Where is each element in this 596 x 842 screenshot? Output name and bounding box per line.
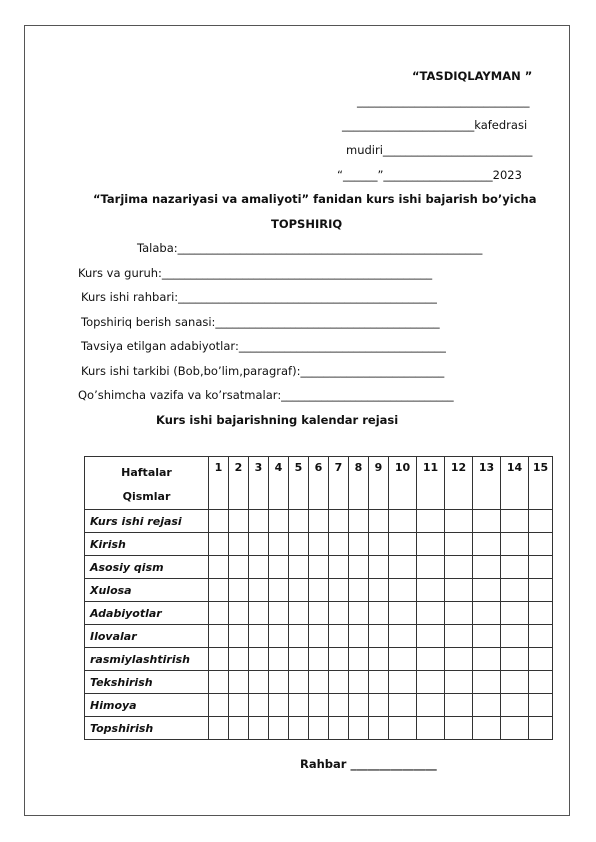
field-supervisor: Kurs ishi rahbari:_____________________________________________	[81, 290, 437, 304]
calendar-row-label: Asosiy qism	[85, 556, 209, 579]
calendar-cell	[417, 717, 445, 740]
calendar-cell	[473, 602, 501, 625]
calendar-cell	[369, 533, 389, 556]
calendar-cell	[529, 510, 553, 533]
calendar-cell	[369, 648, 389, 671]
calendar-cell	[229, 579, 249, 602]
calendar-cell	[473, 556, 501, 579]
calendar-row	[85, 648, 553, 671]
calendar-cell	[269, 694, 289, 717]
week-header: 1	[209, 457, 229, 510]
header-weeks-label: Haftalar	[121, 466, 172, 479]
field-issue-date: Topshiriq berish sanasi:_______________________________________	[81, 315, 440, 329]
calendar-cell	[249, 694, 269, 717]
calendar-cell	[349, 625, 369, 648]
approval-line-1: ______________________________	[357, 94, 530, 108]
calendar-cell	[349, 717, 369, 740]
calendar-cell	[289, 671, 309, 694]
calendar-cell	[369, 671, 389, 694]
calendar-cell	[289, 510, 309, 533]
calendar-table	[84, 456, 553, 740]
calendar-row-label: Kurs ishi rejasi	[85, 510, 209, 533]
calendar-cell	[329, 694, 349, 717]
calendar-cell	[417, 625, 445, 648]
calendar-cell	[289, 717, 309, 740]
calendar-row	[85, 717, 553, 740]
calendar-row	[85, 625, 553, 648]
calendar-cell	[249, 671, 269, 694]
calendar-cell	[209, 694, 229, 717]
calendar-cell	[329, 625, 349, 648]
calendar-cell	[501, 717, 529, 740]
calendar-cell	[229, 648, 249, 671]
calendar-row	[85, 602, 553, 625]
calendar-cell	[229, 602, 249, 625]
calendar-cell	[501, 602, 529, 625]
calendar-cell	[389, 648, 417, 671]
calendar-row	[85, 579, 553, 602]
calendar-cell	[473, 510, 501, 533]
week-header: 13	[473, 457, 501, 510]
calendar-cell	[445, 717, 473, 740]
calendar-cell	[329, 717, 349, 740]
calendar-cell	[209, 556, 229, 579]
calendar-cell	[349, 648, 369, 671]
calendar-cell	[349, 533, 369, 556]
calendar-cell	[369, 556, 389, 579]
calendar-cell	[501, 694, 529, 717]
calendar-cell	[329, 533, 349, 556]
calendar-cell	[209, 533, 229, 556]
calendar-cell	[289, 579, 309, 602]
calendar-cell	[309, 717, 329, 740]
calendar-cell	[289, 694, 309, 717]
calendar-cell	[249, 625, 269, 648]
calendar-row	[85, 556, 553, 579]
calendar-cell	[289, 625, 309, 648]
calendar-cell	[229, 533, 249, 556]
calendar-row	[85, 533, 553, 556]
calendar-cell	[445, 533, 473, 556]
calendar-cell	[289, 533, 309, 556]
calendar-cell	[445, 625, 473, 648]
calendar-cell	[529, 717, 553, 740]
calendar-cell	[501, 579, 529, 602]
calendar-row-label: Topshirish	[85, 717, 209, 740]
calendar-cell	[473, 533, 501, 556]
calendar-cell	[249, 648, 269, 671]
calendar-cell	[529, 671, 553, 694]
week-header: 3	[249, 457, 269, 510]
calendar-cell	[229, 717, 249, 740]
calendar-cell	[329, 602, 349, 625]
calendar-cell	[309, 625, 329, 648]
week-header: 9	[369, 457, 389, 510]
calendar-cell	[417, 648, 445, 671]
calendar-header-row	[85, 457, 553, 510]
calendar-cell	[349, 556, 369, 579]
calendar-cell	[309, 671, 329, 694]
calendar-cell	[417, 510, 445, 533]
calendar-row-label: Kirish	[85, 533, 209, 556]
calendar-cell	[209, 648, 229, 671]
calendar-cell	[529, 556, 553, 579]
calendar-cell	[369, 717, 389, 740]
week-header: 5	[289, 457, 309, 510]
calendar-cell	[209, 602, 229, 625]
subject-heading: “Tarjima nazariyasi va amaliyoti” fanidan kurs ishi bajarish bo’yicha	[93, 192, 537, 206]
field-course-group: Kurs va guruh:_______________________________________________	[78, 266, 433, 280]
calendar-cell	[501, 671, 529, 694]
calendar-cell	[309, 556, 329, 579]
calendar-row-label: Tekshirish	[85, 671, 209, 694]
calendar-cell	[349, 671, 369, 694]
calendar-cell	[389, 671, 417, 694]
calendar-row-label: Adabiyotlar	[85, 602, 209, 625]
calendar-cell	[249, 579, 269, 602]
calendar-cell	[269, 671, 289, 694]
calendar-cell	[389, 694, 417, 717]
calendar-cell	[229, 694, 249, 717]
calendar-cell	[473, 671, 501, 694]
calendar-cell	[473, 694, 501, 717]
header-corner-cell	[85, 457, 209, 510]
week-header: 15	[529, 457, 553, 510]
calendar-cell	[473, 625, 501, 648]
calendar-cell	[473, 648, 501, 671]
week-header: 10	[389, 457, 417, 510]
calendar-cell	[417, 533, 445, 556]
calendar-cell	[369, 510, 389, 533]
calendar-cell	[309, 510, 329, 533]
calendar-cell	[229, 510, 249, 533]
calendar-cell	[529, 579, 553, 602]
week-header: 6	[309, 457, 329, 510]
week-header: 2	[229, 457, 249, 510]
calendar-cell	[349, 510, 369, 533]
calendar-cell	[417, 671, 445, 694]
calendar-cell	[369, 625, 389, 648]
calendar-cell	[229, 671, 249, 694]
calendar-cell	[445, 579, 473, 602]
calendar-cell	[417, 694, 445, 717]
week-header: 7	[329, 457, 349, 510]
calendar-cell	[369, 694, 389, 717]
calendar-cell	[501, 556, 529, 579]
calendar-cell	[473, 579, 501, 602]
calendar-row-label: Ilovalar	[85, 625, 209, 648]
calendar-cell	[389, 510, 417, 533]
calendar-cell	[229, 625, 249, 648]
week-header: 14	[501, 457, 529, 510]
calendar-cell	[389, 717, 417, 740]
calendar-cell	[529, 694, 553, 717]
field-student: Talaba:_____________________________________________________	[137, 241, 483, 255]
calendar-cell	[473, 717, 501, 740]
calendar-cell	[249, 510, 269, 533]
calendar-cell	[501, 533, 529, 556]
calendar-cell	[417, 602, 445, 625]
calendar-cell	[445, 510, 473, 533]
calendar-cell	[209, 671, 229, 694]
calendar-cell	[269, 602, 289, 625]
calendar-cell	[209, 625, 229, 648]
calendar-cell	[289, 556, 309, 579]
calendar-cell	[349, 602, 369, 625]
calendar-cell	[269, 625, 289, 648]
calendar-cell	[249, 717, 269, 740]
calendar-cell	[309, 602, 329, 625]
calendar-cell	[529, 602, 553, 625]
calendar-cell	[229, 556, 249, 579]
calendar-cell	[389, 533, 417, 556]
calendar-cell	[329, 648, 349, 671]
calendar-cell	[329, 556, 349, 579]
approval-date-line: “______”___________________2023	[337, 168, 522, 182]
approval-department-line: _______________________kafedrasi	[342, 118, 528, 132]
calendar-cell	[445, 694, 473, 717]
calendar-cell	[501, 648, 529, 671]
calendar-row	[85, 510, 553, 533]
calendar-row	[85, 671, 553, 694]
calendar-cell	[389, 602, 417, 625]
calendar-cell	[445, 602, 473, 625]
week-header: 4	[269, 457, 289, 510]
calendar-cell	[289, 648, 309, 671]
week-header: 8	[349, 457, 369, 510]
calendar-cell	[389, 579, 417, 602]
calendar-cell	[389, 625, 417, 648]
calendar-cell	[349, 579, 369, 602]
calendar-row-label: Himoya	[85, 694, 209, 717]
supervisor-signature-line: Rahbar _______________	[300, 757, 437, 771]
calendar-cell	[529, 533, 553, 556]
calendar-row-label: rasmiylashtirish	[85, 648, 209, 671]
header-parts-label: Qismlar	[122, 490, 171, 503]
document-title: TOPSHIRIQ	[271, 217, 343, 231]
calendar-cell	[249, 556, 269, 579]
calendar-cell	[529, 648, 553, 671]
calendar-cell	[289, 602, 309, 625]
calendar-cell	[249, 533, 269, 556]
calendar-cell	[269, 510, 289, 533]
calendar-title: Kurs ishi bajarishning kalendar rejasi	[156, 413, 399, 427]
calendar-cell	[329, 579, 349, 602]
calendar-cell	[309, 694, 329, 717]
calendar-cell	[501, 625, 529, 648]
week-header: 11	[417, 457, 445, 510]
calendar-cell	[269, 648, 289, 671]
calendar-cell	[417, 579, 445, 602]
calendar-cell	[309, 648, 329, 671]
calendar-cell	[349, 694, 369, 717]
field-structure: Kurs ishi tarkibi (Bob,bo’lim,paragraf):_________________________	[81, 364, 445, 378]
calendar-cell	[445, 671, 473, 694]
calendar-cell	[269, 556, 289, 579]
approval-title: “TASDIQLAYMAN ”	[412, 69, 533, 83]
calendar-cell	[249, 602, 269, 625]
week-header: 12	[445, 457, 473, 510]
calendar-cell	[445, 556, 473, 579]
calendar-cell	[329, 671, 349, 694]
calendar-cell	[445, 648, 473, 671]
calendar-cell	[309, 533, 329, 556]
field-additional-tasks: Qo’shimcha vazifa va ko’rsatmalar:______________________________	[78, 388, 454, 402]
calendar-cell	[389, 556, 417, 579]
field-literature: Tavsiya etilgan adabiyotlar:____________________________________	[81, 339, 446, 353]
calendar-cell	[269, 717, 289, 740]
calendar-cell	[309, 579, 329, 602]
calendar-cell	[417, 556, 445, 579]
calendar-cell	[529, 625, 553, 648]
calendar-cell	[209, 717, 229, 740]
calendar-row	[85, 694, 553, 717]
approval-head-line: mudiri__________________________	[346, 143, 533, 157]
calendar-cell	[501, 510, 529, 533]
calendar-cell	[269, 533, 289, 556]
calendar-cell	[369, 602, 389, 625]
calendar-cell	[209, 510, 229, 533]
calendar-cell	[269, 579, 289, 602]
calendar-cell	[209, 579, 229, 602]
calendar-cell	[329, 510, 349, 533]
calendar-row-label: Xulosa	[85, 579, 209, 602]
calendar-cell	[369, 579, 389, 602]
